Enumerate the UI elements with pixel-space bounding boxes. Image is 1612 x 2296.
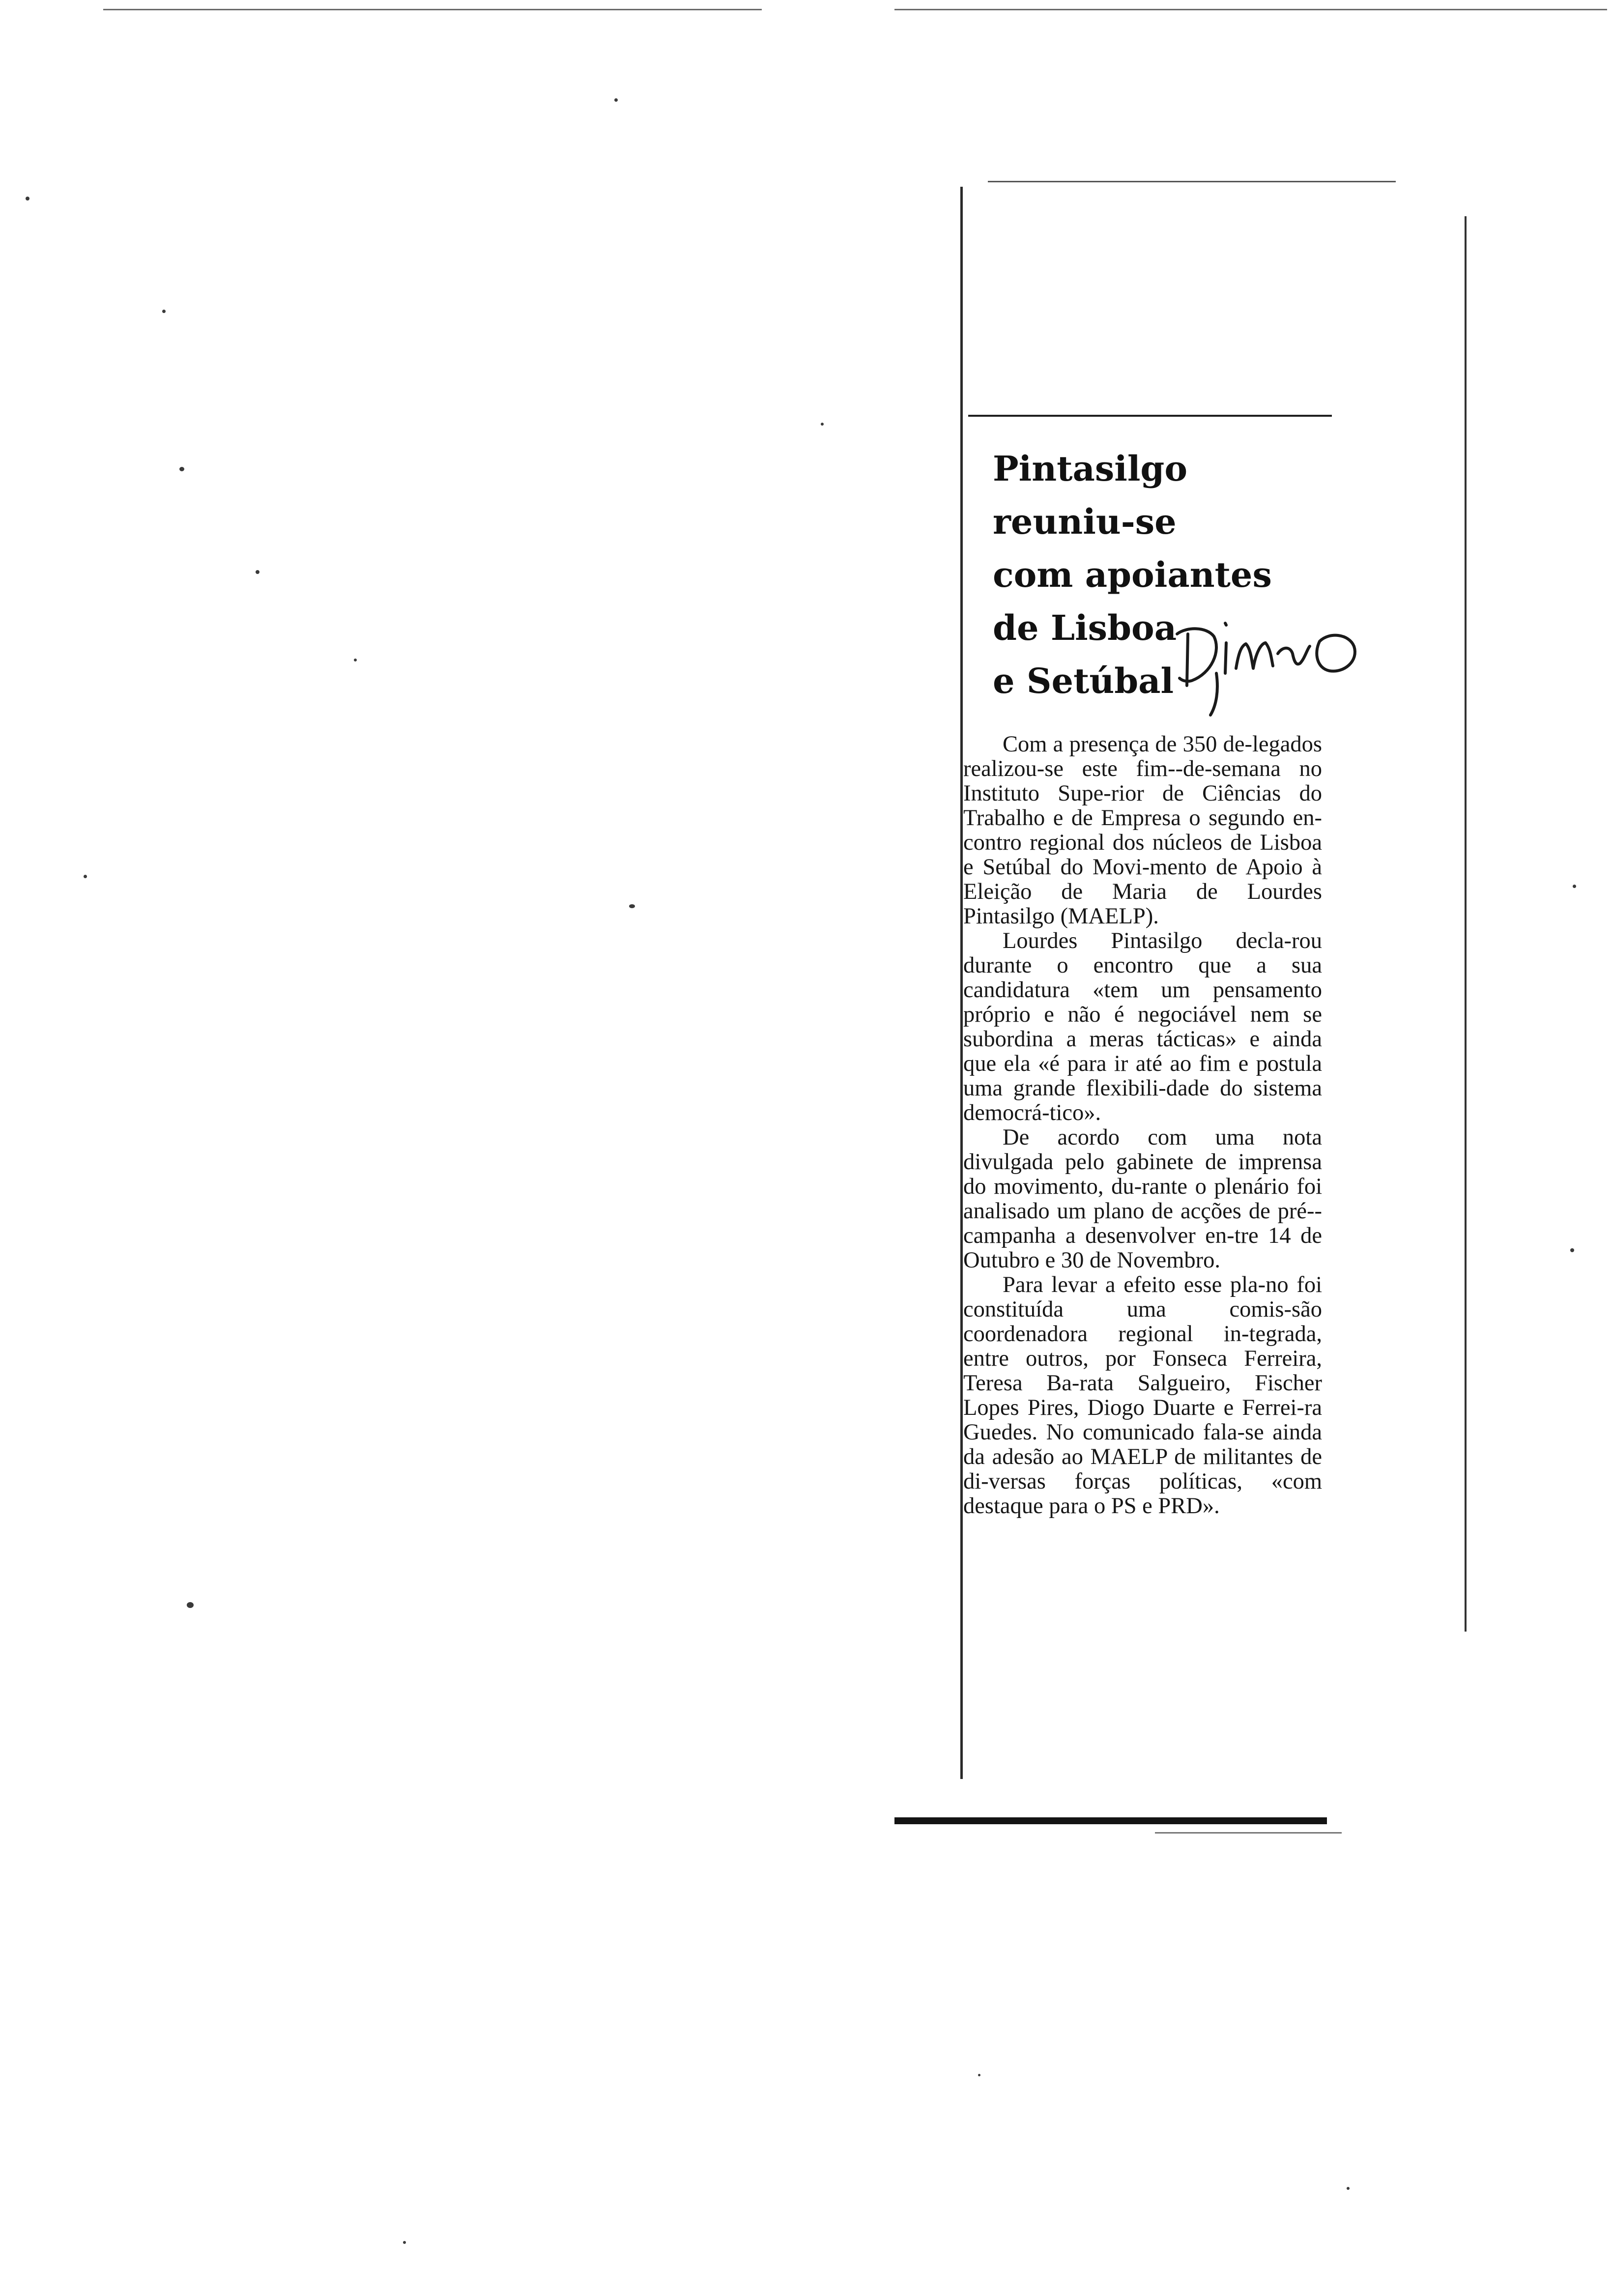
scan-speck bbox=[1573, 885, 1576, 888]
article-paragraph: Para levar a efeito esse pla-no foi constituída uma comis-são coordenadora regional in-tegrada, entre outros, por Fonseca Ferreira, Teresa Ba-rata Salgueiro, Fischer Lopes Pires, Diogo Duarte e Ferrei-ra Guedes. No comunicado fala-se ainda da adesão ao MAELP de militantes de di-versas forças políticas, «com destaque para o PS e PRD». bbox=[963, 1272, 1322, 1519]
article-paragraph: Com a presença de 350 de-legados realizou-se este fim--de-semana no Instituto Supe-rior de Ciências do Trabalho e de Empresa o segundo en-contro regional dos núcleos de Lisboa e Setúbal do Movi-mento de Apoio à Eleição de Maria de Lourdes Pintasilgo (MAELP). bbox=[963, 732, 1322, 929]
scan-speck bbox=[629, 904, 635, 908]
clipping-left-edge bbox=[960, 187, 963, 1779]
scan-speck bbox=[403, 2241, 406, 2244]
article-body bbox=[963, 732, 1322, 1519]
clipping-top-edge bbox=[988, 181, 1396, 182]
scan-speck bbox=[1347, 2187, 1350, 2190]
headline-line: reuniu-se bbox=[993, 501, 1177, 542]
scan-speck bbox=[179, 467, 184, 471]
scan-speck bbox=[821, 423, 824, 426]
scan-speck bbox=[256, 570, 259, 574]
scan-top-edge-left bbox=[103, 9, 762, 10]
headline-line: com apoiantes bbox=[993, 554, 1272, 595]
article-bottom-rule bbox=[894, 1817, 1327, 1824]
clipping-right-edge bbox=[1465, 216, 1467, 1632]
newspaper-clipping bbox=[924, 177, 1474, 1848]
scan-speck bbox=[26, 197, 29, 201]
scan-speck bbox=[162, 310, 166, 313]
scan-speck bbox=[84, 875, 87, 878]
headline-line: de Lisboa bbox=[993, 607, 1177, 648]
article-paragraph: Lourdes Pintasilgo decla-rou durante o encontro que a sua candidatura «tem um pensamento próprio e não é negociável nem se subordina a meras tácticas» e ainda que ela «é para ir até ao fim e postula uma grande flexibili-dade do sistema democrá-tico». bbox=[963, 928, 1322, 1125]
article-paragraph: De acordo com uma nota divulgada pelo gabinete de imprensa do movimento, du-rante o plenário foi analisado um plano de acções de pré--campanha a desenvolver en-tre 14 de Outubro e 30 de Novembro. bbox=[963, 1125, 1322, 1273]
article-bottom-rule-thin bbox=[1155, 1832, 1342, 1834]
scan-speck bbox=[187, 1602, 194, 1608]
scan-speck bbox=[354, 659, 357, 661]
headline-line: Pintasilgo bbox=[993, 448, 1188, 489]
headline-line: e Setúbal bbox=[993, 660, 1174, 701]
scan-speck bbox=[978, 2074, 980, 2076]
scan-top-edge-right bbox=[894, 9, 1607, 10]
scan-speck bbox=[1570, 1248, 1574, 1252]
headline-rule bbox=[968, 415, 1332, 417]
handwritten-annotation bbox=[1167, 600, 1379, 718]
scan-speck bbox=[614, 98, 618, 102]
